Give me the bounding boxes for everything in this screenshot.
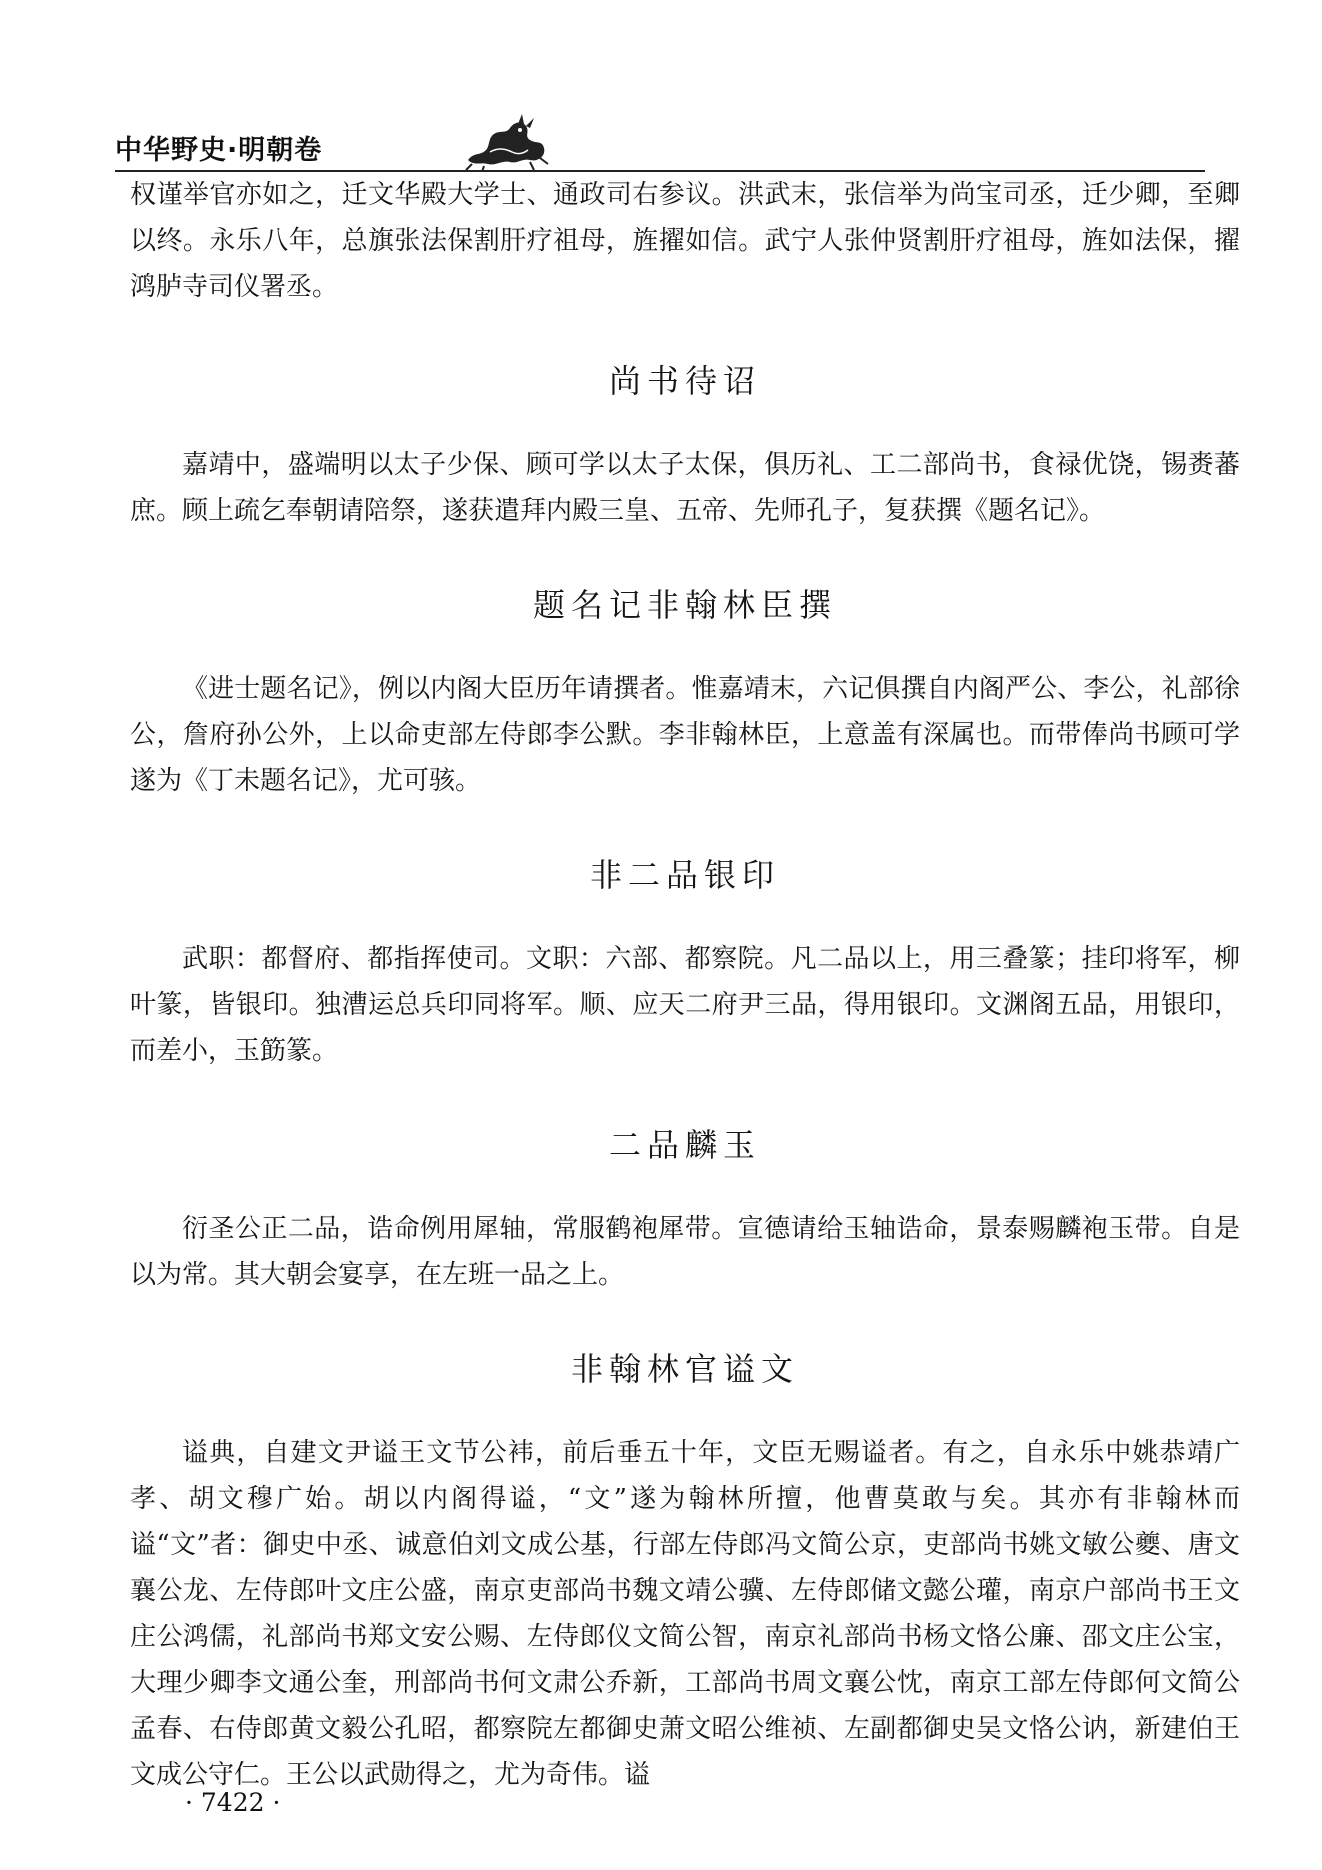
section-title: 非二品银印 bbox=[589, 856, 780, 894]
section-body: 《进士题名记》，例以内阁大臣历年请撰者。惟嘉靖末，六记俱撰自内阁严公、李公，礼部徐公，詹府孙公外，上以命吏部左侍郎李公默。李非翰林臣，上意盖有深属也。而带俸尚书顾可学遂为《丁未题名记》，尤可骇。 bbox=[130, 674, 1240, 796]
section-title: 尚书待诏 bbox=[608, 362, 761, 400]
running-header bbox=[115, 120, 1205, 176]
section-body: 嘉靖中，盛端明以太子少保、顾可学以太子太保，俱历礼、工二部尚书，食禄优饶，锡赉蕃庶。顾上疏乞奉朝请陪祭，遂获遣拜内殿三皇、五帝、先师孔子，复获撰《题名记》。 bbox=[130, 450, 1240, 526]
section-title: 二品麟玉 bbox=[608, 1126, 761, 1164]
section-body: 衍圣公正二品，诰命例用犀轴，常服鹤袍犀带。宣德请给玉轴诰命，景泰赐麟袍玉带。自是以为常。其大朝会宴享，在左班一品之上。 bbox=[130, 1214, 1240, 1290]
section-title: 题名记非翰林臣撰 bbox=[532, 586, 837, 624]
section-body: 谥典，自建文尹谥王文节公袆，前后垂五十年，文臣无赐谥者。有之，自永乐中姚恭靖广孝、胡文穆广始。胡以内阁得谥，“文”遂为翰林所擅，他曹莫敢与矣。其亦有非翰林而谥“文”者：御史中丞、诚意伯刘文成公基，行部左侍郎冯文简公京，吏部尚书姚文敏公夔、唐文襄公龙、左侍郎叶文庄公盛，南京吏部尚书魏文靖公骥、左侍郎储文懿公瓘，南京户部尚书王文庄公鸿儒，礼部尚书郑文安公赐、左侍郎仪文简公智，南京礼部尚书杨文恪公廉、邵文庄公宝，大理少卿李文通公奎，刑部尚书何文肃公乔新，工部尚书周文襄公忱，南京工部左侍郎何文简公孟春、右侍郎黄文毅公孔昭，都察院左都御史萧文昭公维祯、左副都御史吴文恪公讷，新建伯王文成公守仁。王公以武勋得之，尤为奇伟。谥 bbox=[130, 1438, 1240, 1790]
section-title: 非翰林官谥文 bbox=[570, 1350, 799, 1388]
book-title: 中华野史·明朝卷 bbox=[115, 135, 323, 166]
section-body: 武职：都督府、都指挥使司。文职：六部、都察院。凡二品以上，用三叠篆；挂印将军，柳叶篆，皆银印。独漕运总兵印同将军。顺、应天二府尹三品，得用银印。文渊阁五品，用银印，而差小，玉筯篆。 bbox=[130, 944, 1240, 1066]
intro-paragraph: 权谨举官亦如之，迁文华殿大学士、通政司右参议。洪武末，张信举为尚宝司丞，迁少卿，至卿以终。永乐八年，总旗张法保割肝疗祖母，旌擢如信。武宁人张仲贤割肝疗祖母，旌如法保，擢鸿胪寺司仪署丞。 bbox=[130, 180, 1240, 302]
page-body bbox=[130, 172, 1240, 1798]
page-number: · 7422 · bbox=[185, 1788, 281, 1817]
dragon-emblem-icon bbox=[460, 112, 550, 172]
